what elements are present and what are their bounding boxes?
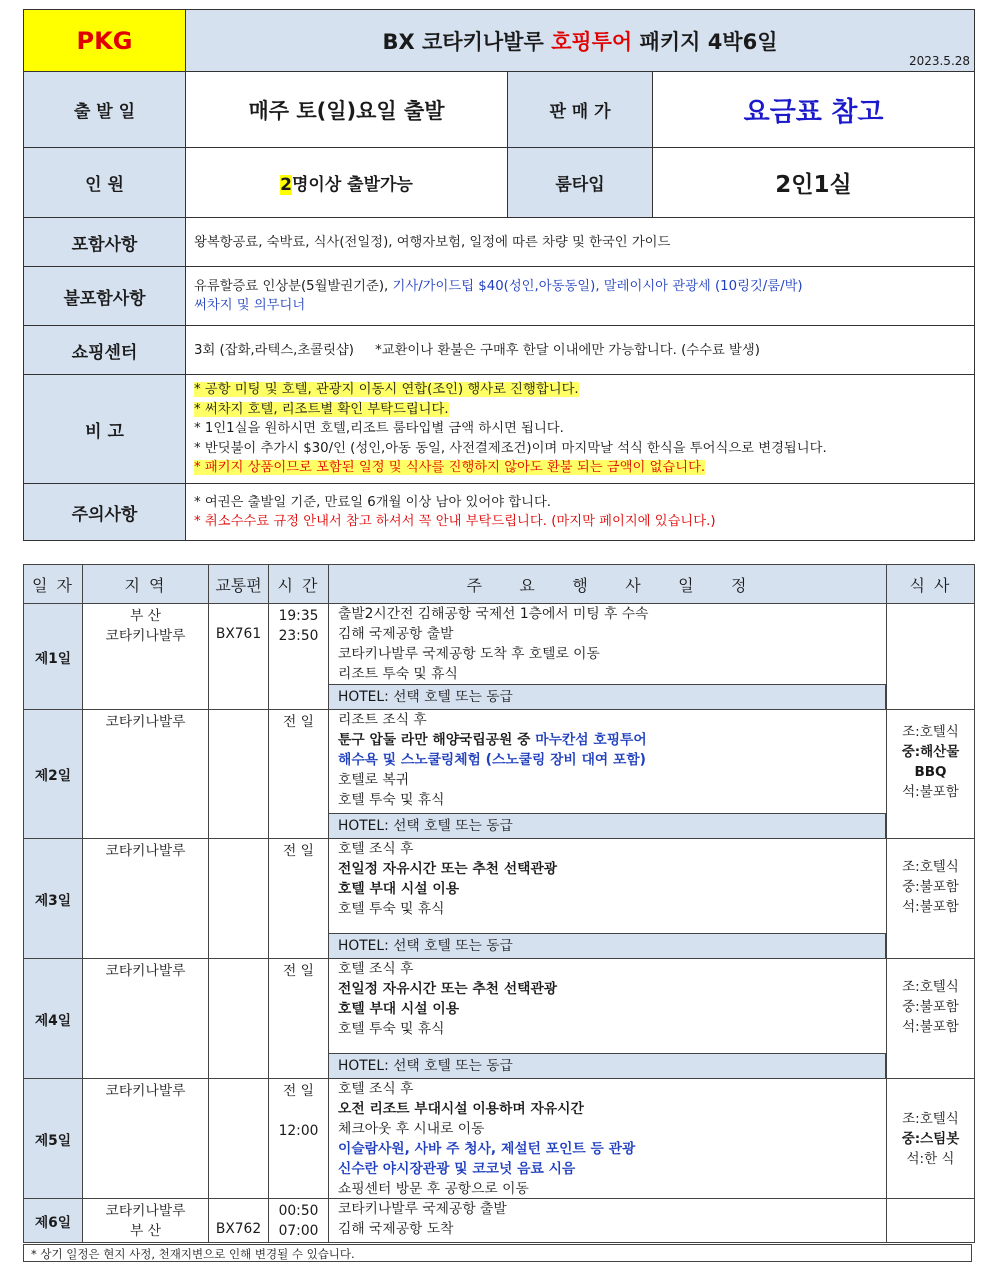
activity-line: [329, 839, 886, 859]
transport-cell: [209, 1079, 269, 1199]
activity-line: [329, 1099, 886, 1119]
activity-highlight: 마누칸섬 호핑투어: [535, 732, 647, 748]
time-cell: [269, 839, 329, 959]
meal-item: 중:불포함: [902, 878, 959, 895]
document-date: 2023.5.28: [908, 54, 971, 68]
remarks-value: [186, 375, 975, 484]
time-value: 07:00: [278, 1223, 319, 1239]
day-label: 제1일: [24, 604, 83, 710]
remark-text: * 써차지 호텔, 리조트별 확인 부탁드립니다.: [194, 401, 449, 417]
activity-line: [329, 604, 886, 624]
activity-text: 호텔 부대 시설 이용: [338, 1001, 460, 1017]
time-value: 전 일: [282, 1083, 315, 1099]
meal-item: 조:호텔식: [902, 978, 959, 995]
excluded-label: 불포함사항: [24, 267, 186, 326]
meal-item: 중:스팀봇: [901, 1130, 960, 1147]
itinerary-table: [23, 564, 975, 1243]
time-cell: [269, 1079, 329, 1199]
region-cell: [83, 1199, 209, 1243]
people-text: 명이상 출발가능: [291, 175, 413, 195]
activities-cell: [329, 1199, 887, 1243]
activity-line: [329, 959, 886, 979]
activity-line: [329, 1159, 886, 1179]
activity-line: [329, 1199, 886, 1219]
activity-text: 이슬람사원, 사바 주 청사, 제설턴 포인트 등 관광: [338, 1141, 636, 1157]
activity-line: [329, 899, 886, 919]
pkg-label: PKG: [24, 10, 186, 72]
time-cell: [269, 710, 329, 839]
transport-cell: [209, 710, 269, 839]
caution-line: * 여권은 출발일 기준, 만료일 6개월 이상 남아 있어야 합니다.: [194, 494, 552, 510]
transport-cell: [209, 959, 269, 1079]
activities-cell: [329, 604, 887, 710]
people-value: [186, 148, 508, 218]
shopping-value: 3회 (잡화,라텍스,초콜릿샵) *교환이나 환불은 구매후 한달 이내에만 가능합니다. (수수료 발생): [186, 326, 975, 375]
activity-line: [329, 879, 886, 899]
schedule-row: [24, 1079, 975, 1199]
region-name: 코타키나발루: [105, 843, 186, 859]
activity-text: 호텔 투숙 및 휴식: [338, 1021, 445, 1037]
region-name: 코타키나발루: [105, 714, 186, 730]
activity-text: 오전 리조트 부대시설 이용하며 자유시간: [338, 1101, 584, 1117]
region-cell: [83, 710, 209, 839]
activity-line: [329, 664, 886, 684]
time-value: 23:50: [278, 628, 319, 644]
caution-line: * 취소수수료 규정 안내서 참고 하셔서 꼭 안내 부탁드립니다. (마지막 페이지에 있습니다.): [194, 514, 716, 529]
meal-item: 석:불포함: [902, 1018, 959, 1035]
schedule-row: [24, 1199, 975, 1243]
schedule-row: [24, 839, 975, 959]
excluded-part-3: 써차지 및 의무디너: [194, 298, 306, 313]
activity-line: [329, 790, 886, 810]
remark-line: [194, 458, 966, 478]
activity-line: [329, 1079, 886, 1099]
header-activities: 주 요 행 사 일 정: [329, 565, 887, 604]
activities-cell: [329, 710, 887, 839]
meal-item: 조:호텔식: [902, 858, 959, 875]
time-value: 12:00: [278, 1123, 319, 1139]
meal-item: 중:해산물BBQ: [901, 744, 960, 780]
activity-text: 호텔 부대 시설 이용: [338, 881, 460, 897]
remark-line: [194, 380, 966, 400]
transport-cell: BX761: [209, 604, 269, 710]
day-label: 제3일: [24, 839, 83, 959]
activity-text: 호텔 조식 후: [338, 841, 414, 857]
activity-text: 호텔 투숙 및 휴식: [338, 792, 445, 808]
meals-cell: [887, 1199, 975, 1243]
time-value: 전 일: [282, 714, 315, 730]
time-value: 00:50: [278, 1203, 319, 1219]
meal-item: 석:한 식: [906, 1150, 955, 1167]
meal-item: 석:불포함: [902, 898, 959, 915]
region-name: 부 산: [129, 1223, 162, 1239]
region-cell: [83, 959, 209, 1079]
meal-item: 조:호텔식: [902, 724, 959, 740]
transport-cell: BX762: [209, 1199, 269, 1243]
time-value: 19:35: [278, 608, 319, 624]
region-cell: [83, 604, 209, 710]
remark-text: * 패키지 상품이므로 포함된 일정 및 식사를 진행하지 않아도 환불 되는 금액이 없습니다.: [194, 460, 706, 476]
meal-item: 조:호텔식: [902, 1110, 959, 1127]
activity-line: [329, 979, 886, 999]
activity-text: 호텔 투숙 및 휴식: [338, 901, 445, 917]
meal-item: 석:불포함: [902, 784, 959, 800]
hotel-bar: HOTEL: 선택 호텔 또는 동급: [329, 813, 886, 838]
caution-value: [186, 484, 975, 541]
time-value: 전 일: [282, 963, 315, 979]
region-cell: [83, 1079, 209, 1199]
region-name: 코타키나발루: [105, 1083, 186, 1099]
activity-text: 김해 국제공항 도착: [338, 1221, 454, 1237]
activity-text: 김해 국제공항 출발: [338, 626, 454, 642]
activity-text: 출발2시간전 김해공항 국제선 1층에서 미팅 후 수속: [338, 606, 649, 622]
day-label: 제6일: [24, 1199, 83, 1243]
activity-line: [329, 750, 886, 770]
region-name: 부 산: [129, 608, 162, 624]
activity-line: [329, 770, 886, 790]
activity-text: 툰구 압둘 라만 해양국립공원 중: [338, 732, 536, 748]
people-count: 2: [280, 175, 292, 195]
hotel-bar: HOTEL: 선택 호텔 또는 동급: [329, 684, 886, 709]
activity-text: 리조트 조식 후: [338, 712, 427, 728]
activity-line: [329, 1179, 886, 1199]
region-name: 코타키나발루: [105, 628, 186, 644]
region-name: 코타키나발루: [105, 963, 186, 979]
meal-item: 중:불포함: [902, 998, 959, 1015]
schedule-row: [24, 710, 975, 839]
header-day: 일 자: [24, 565, 83, 604]
included-value: 왕복항공료, 숙박료, 식사(전일정), 여행자보험, 일정에 따른 차량 및 한국인 가이드: [186, 218, 975, 267]
activity-text: 체크아웃 후 시내로 이동: [338, 1121, 485, 1137]
title-suffix: 패키지 4박6일: [632, 29, 778, 54]
room-label: 룸타입: [508, 148, 653, 218]
time-value: 전 일: [282, 843, 315, 859]
region-cell: [83, 839, 209, 959]
activity-text: 코타키나발루 국제공항 도착 후 호텔로 이동: [338, 646, 600, 662]
time-cell: [269, 1199, 329, 1243]
activity-text: 신수란 야시장관광 및 코코넛 음료 시음: [338, 1161, 576, 1177]
remark-line: * 반딧불이 추가시 $30/인 (성인,아동 동일, 사전결제조건)이며 마지막날 석식 한식을 투어식으로 변경됩니다.: [194, 440, 827, 456]
title-highlight: 호핑투어: [551, 29, 633, 54]
activity-line: [329, 710, 886, 730]
activity-line: [329, 730, 886, 750]
remark-text: * 공항 미팅 및 호텔, 관광지 이동시 연합(조인) 행사로 진행합니다.: [194, 382, 579, 398]
excluded-part-2: 기사/가이드팁 $40(성인,아동동일), 말레이시아 관광세 (10링깃/룸/박): [392, 279, 803, 294]
schedule-row: [24, 959, 975, 1079]
remarks-label: 비 고: [24, 375, 186, 484]
meals-cell: [887, 604, 975, 710]
activity-text: 코타키나발루 국제공항 출발: [338, 1201, 507, 1217]
header-time: 시 간: [269, 565, 329, 604]
excluded-part-1: 유류할증료 인상분(5월발권기준),: [194, 279, 393, 294]
activity-line: [329, 1139, 886, 1159]
package-title: [186, 10, 975, 72]
day-label: 제5일: [24, 1079, 83, 1199]
activity-text: 전일정 자유시간 또는 추천 선택관광: [338, 981, 558, 997]
people-label: 인 원: [24, 148, 186, 218]
activities-cell: [329, 1079, 887, 1199]
activity-line: [329, 624, 886, 644]
activity-line: [329, 1019, 886, 1039]
time-cell: [269, 604, 329, 710]
caution-label: 주의사항: [24, 484, 186, 541]
departure-value: 매주 토(일)요일 출발: [186, 72, 508, 148]
hotel-bar: HOTEL: 선택 호텔 또는 동급: [329, 1053, 886, 1078]
title-prefix: BX 코타키나발루: [382, 29, 552, 54]
activity-line: [329, 644, 886, 664]
activity-line: [329, 1119, 886, 1139]
included-label: 포함사항: [24, 218, 186, 267]
excluded-value: [186, 267, 975, 326]
meals-cell: [887, 710, 975, 839]
shopping-label: 쇼핑센터: [24, 326, 186, 375]
activity-text: 호텔 조식 후: [338, 1081, 414, 1097]
price-label: 판 매 가: [508, 72, 653, 148]
departure-label: 출 발 일: [24, 72, 186, 148]
price-value: 요금표 참고: [653, 72, 975, 148]
time-value: [269, 1101, 328, 1121]
region-name: 코타키나발루: [105, 1203, 186, 1219]
remark-line: [194, 400, 966, 420]
day-label: 제4일: [24, 959, 83, 1079]
activity-text: 쇼핑센터 방문 후 공항으로 이동: [338, 1181, 529, 1197]
meals-cell: [887, 839, 975, 959]
activity-text: 리조트 투숙 및 휴식: [338, 666, 458, 682]
activities-cell: [329, 839, 887, 959]
header-transport: 교통편: [209, 565, 269, 604]
transport-cell: [209, 839, 269, 959]
header-region: 지 역: [83, 565, 209, 604]
activity-line: [329, 999, 886, 1019]
activity-text: 호텔 조식 후: [338, 961, 414, 977]
meals-cell: [887, 959, 975, 1079]
activities-cell: [329, 959, 887, 1079]
schedule-row: [24, 604, 975, 710]
activity-text: 호텔로 복귀: [338, 772, 410, 788]
activity-line: [329, 859, 886, 879]
meals-cell: [887, 1079, 975, 1199]
activity-line: [329, 1219, 886, 1239]
time-cell: [269, 959, 329, 1079]
schedule-footnote: * 상기 일정은 현지 사정, 천재지변으로 인해 변경될 수 있습니다.: [23, 1244, 972, 1262]
activity-text: 해수욕 및 스노쿨링체험 (스노쿨링 장비 대여 포함): [338, 752, 646, 768]
package-info-table: [23, 9, 975, 541]
activity-text: 전일정 자유시간 또는 추천 선택관광: [338, 861, 558, 877]
day-label: 제2일: [24, 710, 83, 839]
room-value: 2인1실: [653, 148, 975, 218]
header-meals: 식 사: [887, 565, 975, 604]
remark-line: * 1인1실을 원하시면 호텔,리조트 룸타입별 금액 하시면 됩니다.: [194, 421, 564, 437]
hotel-bar: HOTEL: 선택 호텔 또는 동급: [329, 933, 886, 958]
